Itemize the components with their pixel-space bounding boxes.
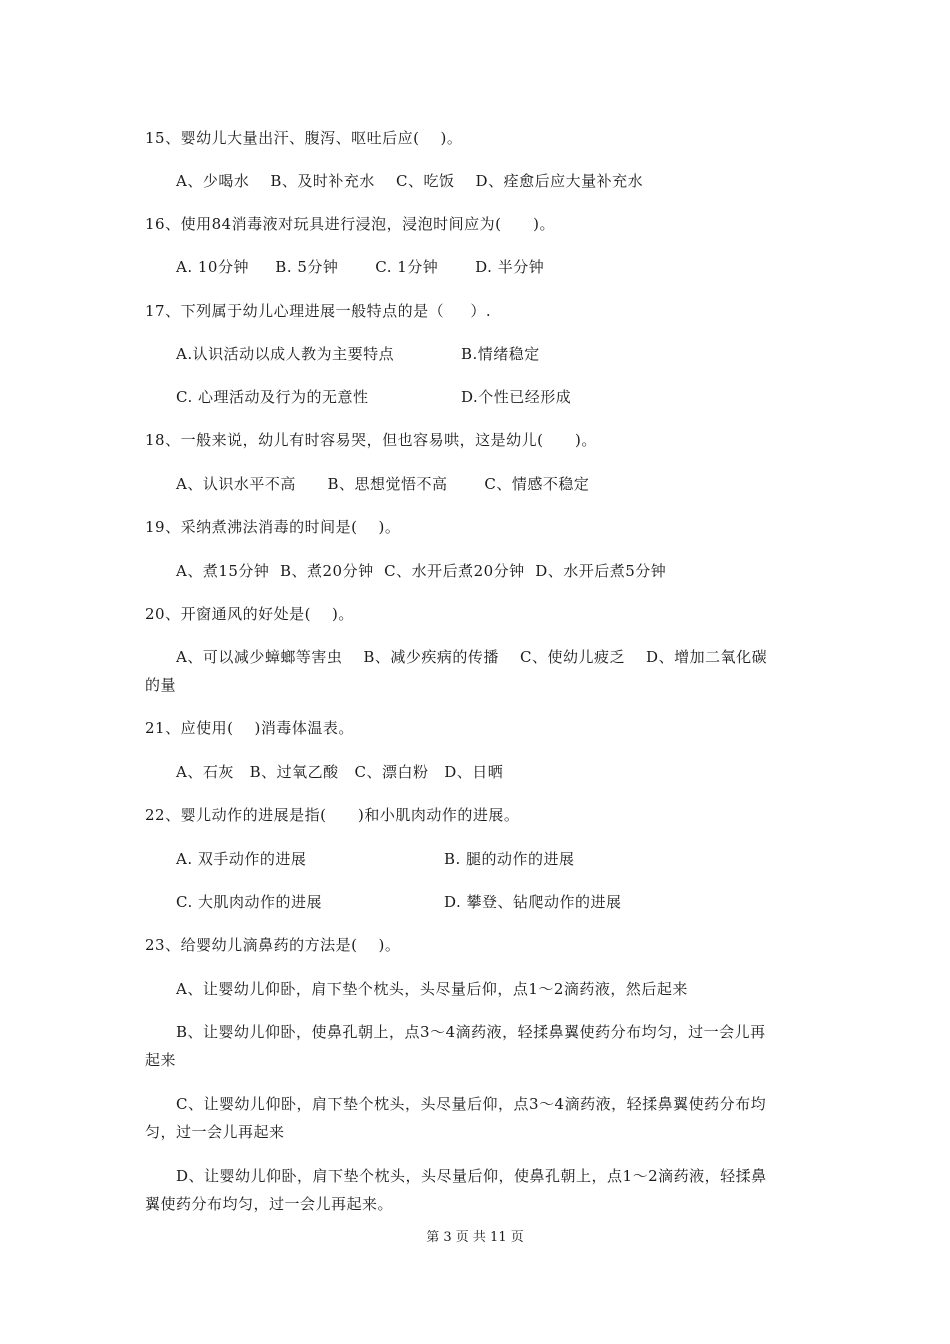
question-22-option-b: B. 腿的动作的进展 [444,850,575,868]
question-23-option-d: D、让婴幼儿仰卧，肩下垫个枕头，头尽量后仰，使鼻孔朝上，点1～2滴药液，轻揉鼻 [176,1167,767,1185]
question-19-options: A、煮15分钟 B、煮20分钟 C、水开后煮20分钟 D、水开后煮5分钟 [176,562,667,580]
question-22: 22、婴儿动作的进展是指( )和小肌肉动作的进展。 [145,806,520,824]
question-23-option-a: A、让婴幼儿仰卧，肩下垫个枕头，头尽量后仰，点1～2滴药液，然后起来 [176,980,688,998]
question-23-option-b-continued: 起来 [145,1051,177,1069]
question-22-option-a: A. 双手动作的进展 [176,850,307,868]
question-17-option-d: D.个性已经形成 [461,388,572,406]
question-20-options: A、可以减少蟑螂等害虫 B、减少疾病的传播 C、使幼儿疲乏 D、增加二氧化碳 [176,648,768,666]
question-22-option-c: C. 大肌肉动作的进展 [176,893,322,911]
question-21: 21、应使用( )消毒体温表。 [145,719,354,737]
question-23-option-c: C、让婴幼儿仰卧，肩下垫个枕头，头尽量后仰，点3～4滴药液，轻揉鼻翼使药分布均 [176,1095,767,1113]
question-16: 16、使用84消毒液对玩具进行浸泡，浸泡时间应为( )。 [145,215,555,233]
question-23-option-b: B、让婴幼儿仰卧，使鼻孔朝上，点3～4滴药液，轻揉鼻翼使药分布均匀，过一会儿再 [176,1023,766,1041]
question-16-options: A. 10分钟 B. 5分钟 C. 1分钟 D. 半分钟 [176,258,545,276]
question-15-options: A、少喝水 B、及时补充水 C、吃饭 D、痊愈后应大量补充水 [176,172,644,190]
question-17: 17、下列属于幼儿心理进展一般特点的是（ ）. [145,302,492,320]
page-footer: 第 3 页 共 11 页 [426,1230,524,1245]
question-21-options: A、石灰 B、过氧乙酸 C、漂白粉 D、日晒 [176,763,504,781]
question-23-option-c-continued: 匀，过一会儿再起来 [145,1123,285,1141]
question-17-option-c: C. 心理活动及行为的无意性 [176,388,369,406]
question-19: 19、采纳煮沸法消毒的时间是( )。 [145,518,401,536]
question-22-option-d: D. 攀登、钻爬动作的进展 [444,893,622,911]
question-18-options: A、认识水平不高 B、思想觉悟不高 C、情感不稳定 [176,475,590,493]
question-17-option-a: A.认识活动以成人教为主要特点 [176,345,395,363]
question-18: 18、一般来说，幼儿有时容易哭，但也容易哄，这是幼儿( )。 [145,431,597,449]
question-23: 23、给婴幼儿滴鼻药的方法是( )。 [145,936,401,954]
question-17-option-b: B.情绪稳定 [461,345,540,363]
question-20-options-continued: 的量 [145,676,177,694]
question-20: 20、开窗通风的好处是( )。 [145,605,354,623]
question-23-option-d-continued: 翼使药分布均匀，过一会儿再起来。 [145,1195,394,1213]
question-15: 15、婴幼儿大量出汗、腹泻、呕吐后应( )。 [145,129,463,147]
